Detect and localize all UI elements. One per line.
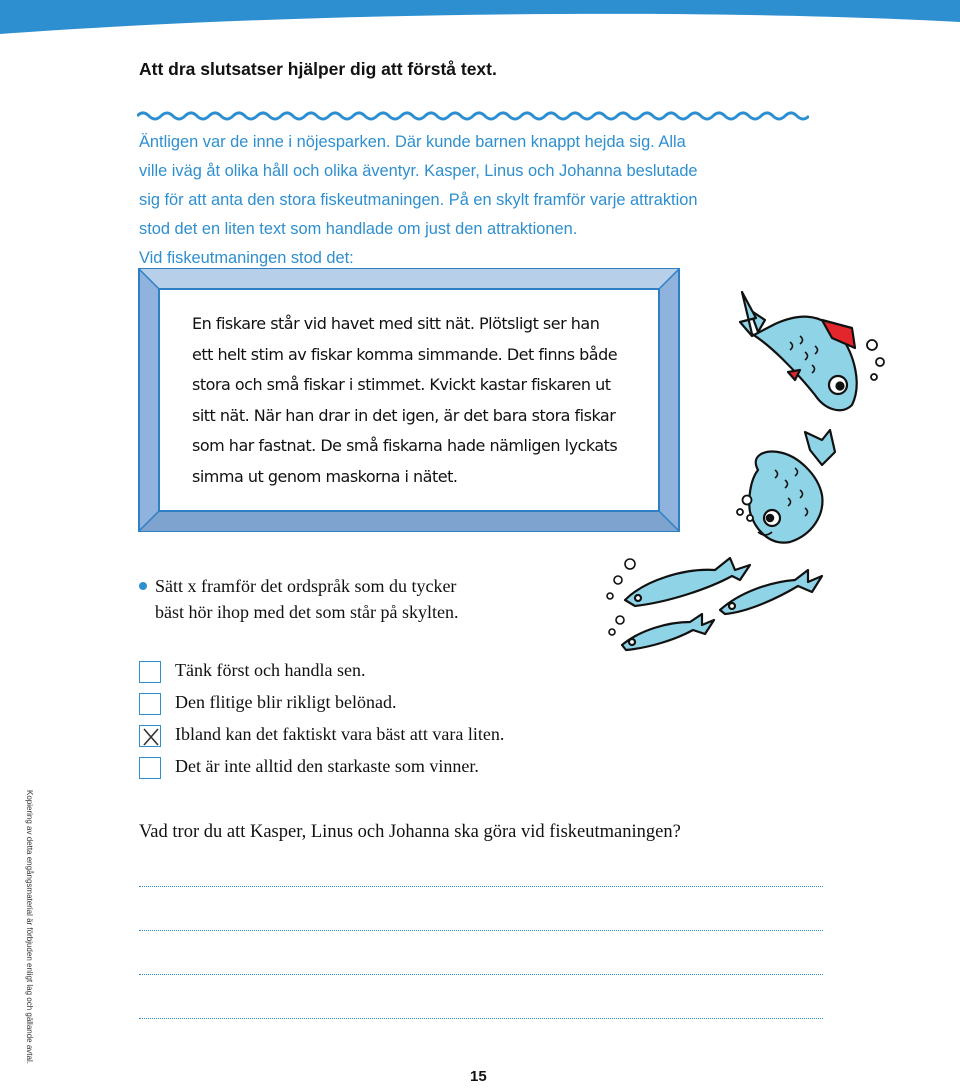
copyright-text: Kopiering av detta engångsmaterial är förbjuden enligt lag och gällande avtal. [25, 790, 34, 1064]
sign-text [192, 309, 652, 492]
intro-line: ville iväg åt olika håll och olika äventyr. Kasper, Linus och Johanna beslutade [139, 162, 698, 180]
option-label: Tänk först och handla sen. [175, 660, 366, 680]
intro-text [139, 128, 819, 273]
sign-line: simma ut genom maskorna i nätet. [192, 466, 458, 486]
instruction-line: bäst hör ihop med det som står på skylten. [155, 602, 459, 622]
checkbox-icon[interactable] [139, 693, 161, 715]
intro-line: sig för att anta den stora fiskeutmaningen. På en skylt framför varje attraktion [139, 191, 698, 209]
copyright-note [20, 790, 42, 1086]
fish-icon [622, 614, 714, 650]
page-number: 15 [470, 1068, 487, 1085]
x-mark-icon [139, 725, 163, 749]
fish-illustration [590, 280, 930, 680]
page-heading: Att dra slutsatser hjälper dig att förstå text. [139, 59, 497, 79]
option-label: Den flitige blir rikligt belönad. [175, 692, 397, 712]
answer-line[interactable] [139, 972, 823, 975]
fish-icon [625, 558, 750, 606]
intro-line: Äntligen var de inne i nöjesparken. Där kunde barnen knappt hejda sig. Alla [139, 133, 686, 151]
answer-line[interactable] [139, 1016, 823, 1019]
option-label: Ibland kan det faktiskt vara bäst att vara liten. [175, 724, 505, 744]
wavy-divider [137, 108, 809, 124]
sign-line: En fiskare står vid havet med sitt nät. Plötsligt ser han [192, 314, 600, 333]
sign-line: sitt nät. När han drar in det igen, är det bara stora fiskar [192, 405, 616, 425]
intro-line: Vid fiskeutmaningen stod det: [139, 249, 354, 267]
checkbox-icon[interactable] [139, 757, 161, 779]
sign-line: stora och små fiskar i stimmet. Kvickt kastar fiskaren ut [192, 375, 611, 394]
option-label: Det är inte alltid den starkaste som vinner. [175, 756, 479, 776]
checkbox-icon[interactable] [139, 661, 161, 683]
intro-line: stod det en liten text som handlade om just den attraktionen. [139, 220, 578, 238]
fish-icon [740, 292, 857, 410]
bullet-icon [139, 582, 147, 590]
sign-line: ett helt stim av fiskar komma simmande. Det finns både [192, 344, 618, 364]
answer-line[interactable] [139, 884, 823, 887]
sign-line: som har fastnat. De små fiskarna hade nämligen lyckats [192, 436, 618, 455]
fish-icon [749, 430, 835, 543]
instruction [139, 573, 559, 625]
question-text: Vad tror du att Kasper, Linus och Johanna ska göra vid fiskeutmaningen? [139, 822, 681, 842]
answer-line[interactable] [139, 928, 823, 931]
top-decorative-band [0, 0, 960, 40]
instruction-line: Sätt x framför det ordspråk som du tycker [155, 576, 457, 596]
